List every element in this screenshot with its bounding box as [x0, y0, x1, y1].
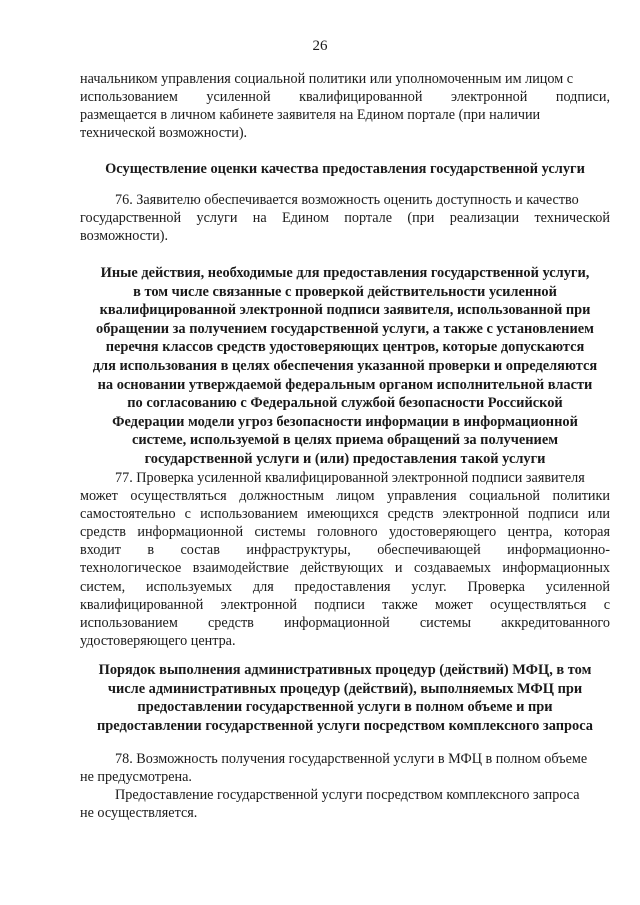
heading-line: в том числе связанные с проверкой действительности усиленной	[133, 283, 557, 300]
text-line: государственной услуги на Едином портале (при реализации технической	[80, 210, 610, 227]
paragraph-78	[80, 750, 610, 786]
heading-line: перечня классов средств удостоверяющих центров, которые допускаются	[105, 339, 585, 356]
text-line: средств информационной системы головного удостоверяющего центра, которая	[80, 524, 610, 541]
text-line: технологическое взаимодействие действующих и создаваемых информационных	[80, 560, 610, 577]
text-line: систем, используемых для предоставления услуг. Проверка усиленной	[80, 578, 610, 595]
paragraph-77	[80, 469, 610, 650]
heading-line: предоставлении государственной услуги посредством комплексного запроса	[97, 717, 593, 734]
text-line: технической возможности).	[80, 125, 248, 142]
text-line: удостоверяющего центра.	[80, 632, 236, 649]
text-line: 76. Заявителю обеспечивается возможность оценить доступность и качество	[115, 192, 579, 208]
text-line: начальником управления социальной политики или уполномоченным им лицом с	[80, 71, 574, 87]
text-line: использованием усиленной квалифицированной электронной подписи,	[80, 89, 610, 106]
heading-line: числе административных процедур (действий), выполняемых МФЦ при	[107, 680, 583, 697]
text-line: возможности).	[80, 228, 169, 245]
heading-line: Порядок выполнения административных процедур (действий) МФЦ, в том	[98, 662, 592, 678]
paragraph-complex-request	[80, 786, 610, 822]
heading-line: государственной услуги и (или) предоставления такой услуги	[144, 450, 546, 467]
text-line: размещается в личном кабинете заявителя на Едином портале (при наличии	[80, 107, 541, 124]
text-line: 78. Возможность получения государственной услуги в МФЦ в полном объеме	[115, 751, 588, 767]
paragraph-76	[80, 191, 610, 245]
section-heading-mfc	[80, 661, 610, 735]
text-line: может осуществляться должностным лицом управления социальной политики	[80, 488, 610, 505]
heading-line: квалифицированной электронной подписи заявителя, использованной при	[99, 302, 591, 319]
text-line: 77. Проверка усиленной квалифицированной электронной подписи заявителя	[115, 470, 585, 486]
section-heading-quality	[80, 160, 610, 179]
heading-line: для использования в целях обеспечения указанной проверки и определяются	[92, 357, 598, 374]
heading-line: предоставлении государственной услуги в полном объеме и при	[137, 699, 553, 716]
heading-line: системе, используемой в целях приема обращений за получением	[131, 432, 559, 449]
text-line: не предусмотрена.	[80, 769, 192, 786]
heading-line: на основании утверждаемой федеральным органом исполнительной власти	[97, 376, 593, 393]
text-line: входит в состав инфраструктуры, обеспечивающей информационно-	[80, 542, 610, 559]
heading-line: Иные действия, необходимые для предоставления государственной услуги,	[100, 265, 590, 281]
heading-line: по согласованию с Федеральной службой безопасности Российской	[127, 395, 563, 412]
text-line: Предоставление государственной услуги посредством комплексного запроса	[115, 787, 580, 803]
heading-line: Осуществление оценки качества предоставления государственной услуги	[105, 161, 585, 177]
text-line: не осуществляется.	[80, 805, 198, 822]
text-line: самостоятельно с использованием имеющихся средств электронной подписи или	[80, 506, 610, 523]
text-line: квалифицированной электронной подписи также может осуществляться с	[80, 596, 610, 613]
page-number: 26	[312, 38, 328, 54]
intro-paragraph	[80, 70, 610, 142]
heading-line: обращении за получением государственной услуги, а также с установлением	[96, 320, 594, 337]
heading-line: Федерации модели угроз безопасности информации в информационной	[112, 413, 578, 430]
text-line: использованием средств информационной системы аккредитованного	[80, 614, 610, 631]
section-heading-other-actions	[80, 264, 610, 469]
